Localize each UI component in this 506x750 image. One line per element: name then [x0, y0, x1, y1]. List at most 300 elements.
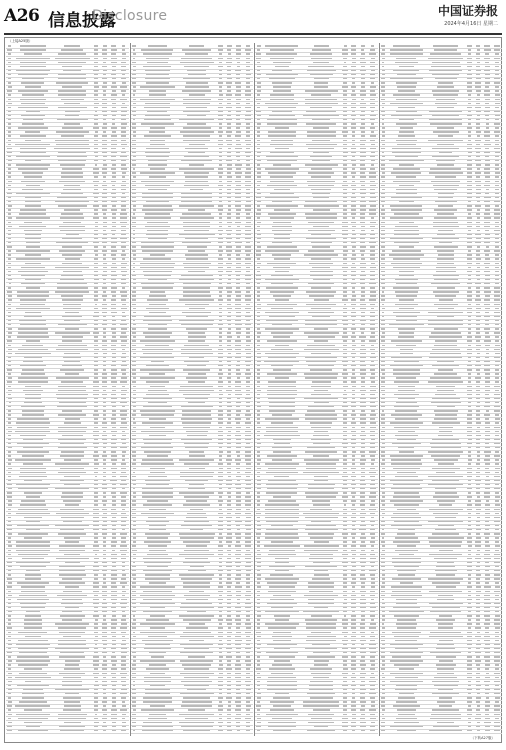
table-cell: [122, 611, 125, 612]
table-cell: [475, 160, 480, 161]
table-cell: [62, 599, 81, 600]
table-cell: [343, 78, 347, 79]
table-cell: [266, 74, 297, 75]
table-cell: [94, 86, 99, 87]
table-cell: [306, 123, 336, 124]
table-cell: [8, 62, 11, 63]
table-cell: [390, 480, 423, 481]
table-cell: [132, 164, 136, 165]
table-cell: [121, 115, 126, 116]
table-cell: [132, 328, 136, 329]
table-cell: [494, 291, 499, 292]
table-cell: [275, 148, 289, 149]
table-cell: [390, 217, 424, 218]
table-cell: [227, 176, 232, 177]
table-cell: [65, 586, 79, 587]
table-cell: [370, 390, 376, 391]
table-cell: [342, 718, 347, 719]
table-cell: [434, 345, 457, 346]
table-cell: [257, 258, 260, 259]
table-cell: [150, 615, 165, 616]
table-cell: [257, 304, 261, 305]
table-cell: [246, 353, 251, 354]
table-cell: [102, 664, 107, 665]
table-cell: [219, 193, 222, 194]
table-cell: [438, 254, 454, 255]
table-cell: [181, 160, 212, 161]
table-cell: [273, 697, 290, 698]
table-cell: [485, 513, 489, 514]
table-cell: [352, 168, 355, 169]
table-cell: [484, 328, 490, 329]
table-cell: [133, 562, 136, 563]
table-cell: [397, 439, 416, 440]
table-cell: [112, 390, 116, 391]
table-cell: [343, 205, 348, 206]
table-cell: [24, 623, 42, 624]
table-cell: [476, 295, 480, 296]
table-cell: [245, 422, 251, 423]
table-cell: [179, 205, 214, 206]
table-cell: [495, 283, 499, 284]
table-cell: [495, 185, 499, 186]
table-cell: [246, 689, 251, 690]
table-cell: [269, 410, 294, 411]
table-cell: [495, 62, 499, 63]
table-cell: [236, 656, 241, 657]
table-cell: [361, 566, 365, 567]
table-cell: [360, 664, 366, 665]
table-cell: [112, 222, 116, 223]
table-cell: [495, 369, 499, 370]
table-cell: [370, 533, 375, 534]
table-cell: [103, 320, 107, 321]
table-cell: [382, 373, 385, 374]
table-cell: [257, 406, 261, 407]
table-cell: [111, 681, 117, 682]
table-cell: [94, 340, 98, 341]
table-cell: [275, 619, 289, 620]
table-cell: [381, 45, 385, 46]
table-cell: [351, 148, 356, 149]
table-cell: [190, 189, 203, 190]
table-cell: [313, 677, 330, 678]
table-cell: [55, 267, 88, 268]
table-cell: [132, 172, 136, 173]
table-cell: [219, 320, 223, 321]
table-cell: [360, 193, 366, 194]
table-cell: [399, 275, 415, 276]
table-cell: [236, 422, 240, 423]
table-cell: [313, 62, 330, 63]
table-cell: [94, 66, 97, 67]
table-cell: [20, 324, 46, 325]
table-cell: [102, 673, 106, 674]
table-cell: [102, 525, 107, 526]
table-cell: [485, 209, 489, 210]
table-cell: [227, 164, 232, 165]
table-cell: [179, 390, 214, 391]
table-cell: [142, 488, 173, 489]
table-cell: [311, 632, 331, 633]
table-cell: [371, 70, 375, 71]
table-cell: [8, 205, 12, 206]
table-cell: [218, 263, 223, 264]
table-cell: [61, 176, 83, 177]
table-cell: [312, 500, 330, 501]
table-cell: [370, 492, 376, 493]
table-cell: [495, 107, 499, 108]
table-cell: [382, 189, 385, 190]
table-cell: [494, 455, 500, 456]
table-cell: [268, 468, 295, 469]
table-cell: [399, 299, 414, 300]
table-cell: [343, 652, 347, 653]
table-cell: [94, 287, 98, 288]
table-cell: [121, 185, 126, 186]
table-cell: [18, 349, 48, 350]
table-cell: [133, 533, 136, 534]
table-cell: [343, 668, 348, 669]
table-cell: [24, 517, 42, 518]
table-cell: [256, 558, 260, 559]
table-cell: [494, 488, 500, 489]
table-cell: [26, 521, 40, 522]
table-cell: [352, 591, 355, 592]
table-cell: [111, 422, 116, 423]
table-cell: [228, 373, 231, 374]
table-cell: [270, 58, 293, 59]
table-cell: [246, 291, 251, 292]
table-cell: [236, 591, 241, 592]
table-cell: [475, 365, 481, 366]
table-cell: [257, 722, 261, 723]
table-cell: [370, 402, 375, 403]
table-cell: [352, 119, 356, 120]
table-cell: [495, 324, 500, 325]
table-cell: [352, 578, 356, 579]
table-cell: [485, 504, 490, 505]
table-cell: [95, 131, 98, 132]
table-cell: [111, 607, 116, 608]
table-cell: [8, 304, 11, 305]
table-cell: [133, 525, 136, 526]
table-cell: [94, 677, 99, 678]
table-cell: [227, 615, 230, 616]
table-cell: [94, 447, 98, 448]
table-cell: [476, 398, 480, 399]
table-cell: [246, 135, 250, 136]
table-cell: [227, 689, 231, 690]
table-cell: [132, 74, 136, 75]
table-cell: [227, 718, 231, 719]
table-cell: [246, 591, 251, 592]
table-cell: [112, 529, 116, 530]
table-cell: [94, 160, 97, 161]
table-cell: [26, 111, 40, 112]
table-cell: [103, 189, 107, 190]
table-cell: [361, 476, 365, 477]
table-cell: [132, 726, 135, 727]
table-cell: [94, 74, 97, 75]
table-cell: [273, 90, 290, 91]
table-cell: [133, 353, 136, 354]
table-cell: [112, 361, 116, 362]
table-cell: [132, 78, 136, 79]
table-cell: [468, 316, 472, 317]
table-cell: [186, 627, 208, 628]
table-cell: [94, 82, 98, 83]
table-cell: [272, 414, 291, 415]
table-cell: [112, 336, 116, 337]
table-cell: [219, 504, 222, 505]
table-cell: [484, 238, 490, 239]
table-cell: [370, 668, 375, 669]
table-cell: [183, 541, 209, 542]
table-cell: [102, 312, 107, 313]
table-cell: [360, 279, 365, 280]
table-cell: [219, 90, 223, 91]
table-cell: [61, 451, 84, 452]
table-cell: [272, 82, 292, 83]
table-cell: [370, 185, 376, 186]
table-cell: [228, 705, 231, 706]
table-cell: [219, 160, 223, 161]
table-cell: [361, 644, 364, 645]
table-cell: [218, 414, 223, 415]
table-cell: [381, 451, 385, 452]
table-cell: [112, 472, 116, 473]
table-cell: [257, 574, 261, 575]
table-cell: [360, 299, 365, 300]
table-cell: [183, 127, 211, 128]
table-cell: [392, 148, 422, 149]
table-cell: [93, 316, 99, 317]
table-cell: [370, 484, 375, 485]
table-cell: [218, 513, 222, 514]
table-cell: [94, 263, 97, 264]
table-cell: [382, 107, 385, 108]
table-cell: [495, 103, 500, 104]
table-cell: [112, 119, 115, 120]
table-cell: [25, 615, 41, 616]
table-cell: [351, 238, 355, 239]
table-cell: [218, 365, 222, 366]
table-cell: [132, 673, 136, 674]
table-cell: [142, 422, 174, 423]
table-cell: [227, 217, 231, 218]
table-cell: [398, 107, 415, 108]
table-cell: [360, 222, 365, 223]
table-cell: [484, 242, 490, 243]
table-cell: [103, 566, 107, 567]
table-cell: [343, 115, 347, 116]
table-cell: [112, 234, 115, 235]
table-cell: [8, 172, 11, 173]
table-cell: [361, 271, 365, 272]
table-cell: [121, 234, 126, 235]
table-cell: [94, 648, 98, 649]
table-cell: [495, 336, 498, 337]
table-cell: [94, 693, 97, 694]
table-cell: [218, 258, 223, 259]
table-cell: [111, 648, 116, 649]
table-cell: [475, 86, 480, 87]
table-cell: [274, 258, 289, 259]
table-cell: [147, 222, 168, 223]
table-cell: [94, 185, 99, 186]
table-cell: [236, 258, 241, 259]
table-cell: [467, 504, 472, 505]
table-cell: [65, 504, 79, 505]
table-cell: [476, 226, 480, 227]
table-cell: [468, 521, 471, 522]
table-cell: [219, 361, 223, 362]
table-cell: [257, 103, 260, 104]
table-cell: [132, 570, 136, 571]
table-cell: [103, 131, 106, 132]
table-cell: [428, 140, 464, 141]
table-cell: [343, 217, 347, 218]
table-cell: [257, 78, 260, 79]
table-cell: [438, 205, 452, 206]
table-cell: [245, 455, 252, 456]
table-cell: [271, 275, 293, 276]
table-cell: [227, 472, 230, 473]
table-cell: [66, 234, 79, 235]
table-cell: [58, 447, 87, 448]
table-cell: [495, 451, 499, 452]
table-cell: [343, 340, 347, 341]
table-cell: [143, 53, 172, 54]
table-cell: [313, 652, 330, 653]
table-cell: [235, 299, 241, 300]
table-cell: [102, 562, 107, 563]
table-cell: [360, 685, 365, 686]
table-cell: [360, 607, 366, 608]
table-cell: [185, 254, 207, 255]
table-cell: [246, 287, 251, 288]
table-cell: [236, 414, 240, 415]
table-cell: [495, 271, 500, 272]
table-cell: [381, 99, 385, 100]
table-cell: [64, 554, 80, 555]
table-cell: [227, 447, 231, 448]
table-column-block: [6, 44, 129, 734]
table-cell: [360, 709, 365, 710]
table-cell: [246, 103, 250, 104]
table-cell: [227, 152, 231, 153]
table-cell: [133, 730, 135, 731]
table-cell: [370, 107, 374, 108]
table-cell: [342, 619, 347, 620]
table-cell: [432, 90, 459, 91]
table-cell: [111, 668, 116, 669]
table-cell: [343, 398, 348, 399]
table-cell: [476, 78, 481, 79]
table-cell: [475, 500, 480, 501]
table-cell: [219, 295, 223, 296]
table-cell: [133, 357, 136, 358]
table-cell: [391, 488, 423, 489]
table-cell: [182, 213, 210, 214]
table-cell: [352, 361, 356, 362]
table-cell: [476, 193, 481, 194]
table-cell: [257, 217, 261, 218]
table-cell: [361, 611, 365, 612]
table-cell: [226, 697, 231, 698]
table-cell: [343, 193, 347, 194]
table-cell: [343, 500, 347, 501]
table-cell: [245, 496, 250, 497]
table-cell: [26, 287, 40, 288]
table-cell: [435, 176, 455, 177]
table-cell: [270, 193, 294, 194]
table-cell: [141, 123, 174, 124]
table-cell: [361, 410, 364, 411]
table-cell: [103, 705, 106, 706]
table-cell: [102, 205, 107, 206]
table-cell: [60, 369, 85, 370]
table-cell: [360, 677, 365, 678]
table-cell: [227, 574, 231, 575]
table-cell: [484, 49, 491, 50]
table-cell: [142, 287, 173, 288]
table-cell: [398, 90, 415, 91]
table-cell: [352, 62, 356, 63]
table-cell: [438, 82, 453, 83]
table-cell: [102, 636, 107, 637]
table-cell: [484, 250, 490, 251]
table-cell: [361, 287, 364, 288]
table-cell: [120, 603, 126, 604]
table-cell: [103, 258, 106, 259]
table-cell: [476, 164, 481, 165]
table-cell: [310, 74, 333, 75]
table-cell: [429, 119, 462, 120]
table-cell: [477, 402, 480, 403]
table-cell: [111, 140, 117, 141]
table-cell: [189, 308, 205, 309]
table-cell: [361, 394, 365, 395]
table-cell: [351, 86, 356, 87]
table-cell: [112, 320, 116, 321]
table-cell: [94, 459, 97, 460]
table-cell: [477, 230, 480, 231]
table-cell: [467, 205, 472, 206]
table-cell: [382, 517, 385, 518]
table-cell: [305, 357, 337, 358]
table-cell: [393, 373, 421, 374]
table-cell: [274, 660, 291, 661]
table-cell: [360, 463, 365, 464]
table-cell: [246, 320, 251, 321]
table-cell: [432, 480, 458, 481]
table-cell: [183, 287, 210, 288]
table-cell: [265, 504, 299, 505]
table-cell: [236, 693, 241, 694]
table-cell: [467, 394, 471, 395]
table-cell: [112, 496, 116, 497]
table-cell: [308, 582, 334, 583]
table-cell: [112, 115, 116, 116]
table-cell: [133, 636, 136, 637]
table-cell: [111, 582, 116, 583]
table-cell: [371, 410, 375, 411]
table-cell: [140, 357, 174, 358]
table-cell: [219, 164, 222, 165]
table-cell: [435, 201, 457, 202]
